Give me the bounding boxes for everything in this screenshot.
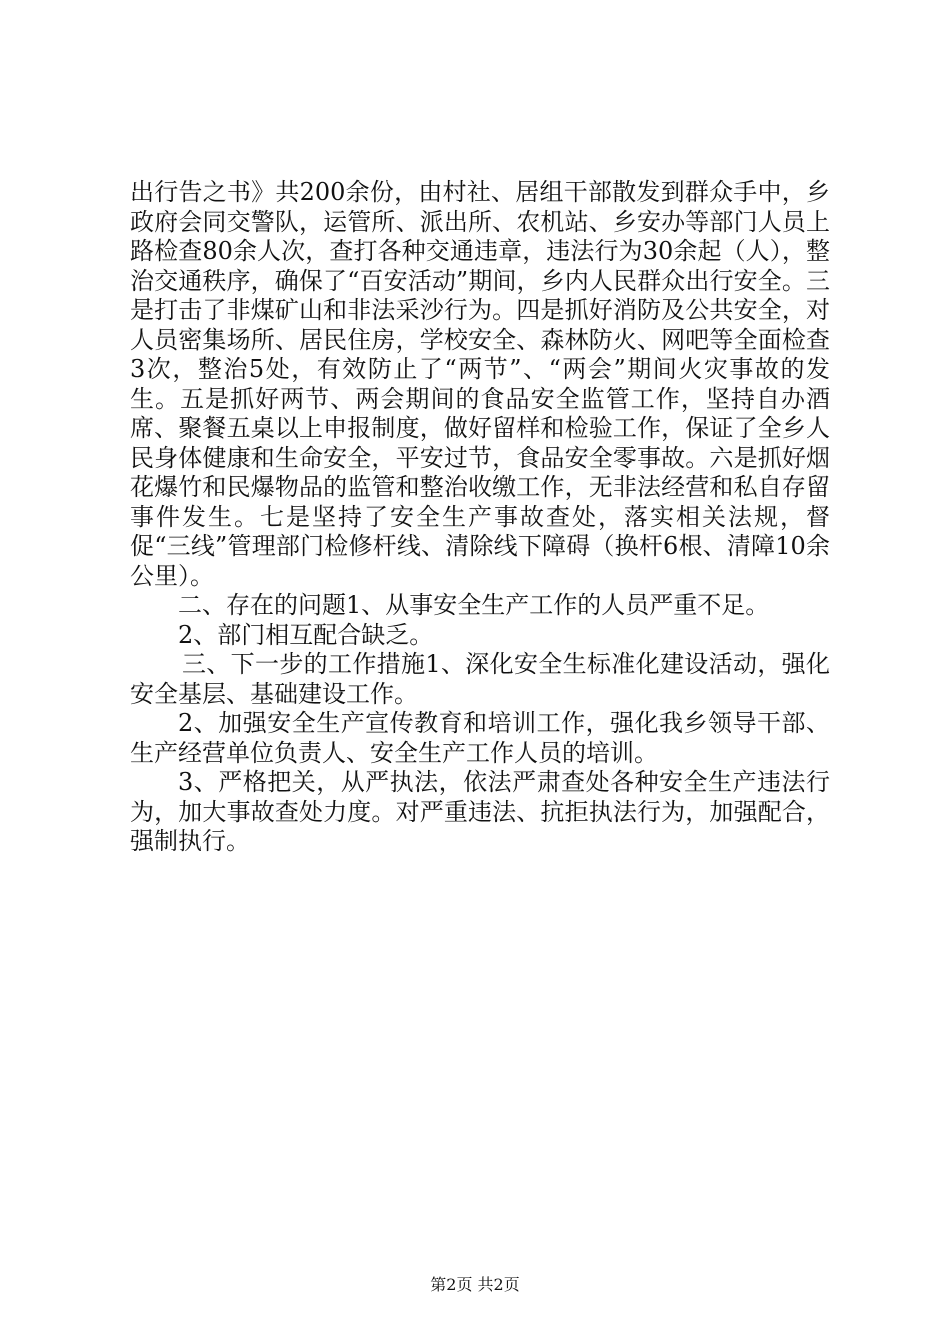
body-paragraph: 三、下一步的工作措施1、深化安全生标准化建设活动，强化安全基层、基础建设工作。: [130, 650, 830, 708]
body-paragraph: 2、加强安全生产宣传教育和培训工作，强化我乡领导干部、生产经营单位负责人、安全生产工作人员的培训。: [130, 709, 830, 767]
document-body: [130, 178, 830, 857]
body-paragraph: 二、存在的问题1、从事安全生产工作的人员严重不足。: [178, 591, 770, 619]
body-paragraph: 3、严格把关，从严执法，依法严肃查处各种安全生产违法行为，加大事故查处力度。对严重违法、抗拒执法行为，加强配合，强制执行。: [130, 768, 830, 855]
body-paragraph: 2、部门相互配合缺乏。: [178, 620, 434, 649]
page-number-footer: 第2页 共2页: [430, 1275, 520, 1294]
body-paragraph: 出行告之书》共200余份，由村社、居组干部散发到群众手中，乡政府会同交警队，运管所、派出所、农机站、乡安办等部门人员上路检查80余人次，查打各种交通违章，违法行为30余起（人），整治交通秩序，确保了“百安活动”期间，乡内人民群众出行安全。三是打击了非煤矿山和非法采沙行为。四是抓好消防及公共安全，对人员密集场所、居民住房，学校安全、森林防火、网吧等全面检查3次，整治5处，有效防止了“两节”、“两会”期间火灾事故的发生。五是抓好两节、两会期间的食品安全监管工作，坚持自办酒席、聚餐五桌以上申报制度，做好留样和检验工作，保证了全乡人民身体健康和生命安全，平安过节，食品安全零事故。六是抓好烟花爆竹和民爆物品的监管和整治收缴工作，无非法经营和私自存留事件发生。七是坚持了安全生产事故查处，落实相关法规，督促“三线”管理部门检修杆线、清除线下障碍（换杆6根、清障10余公里）。: [130, 178, 830, 590]
